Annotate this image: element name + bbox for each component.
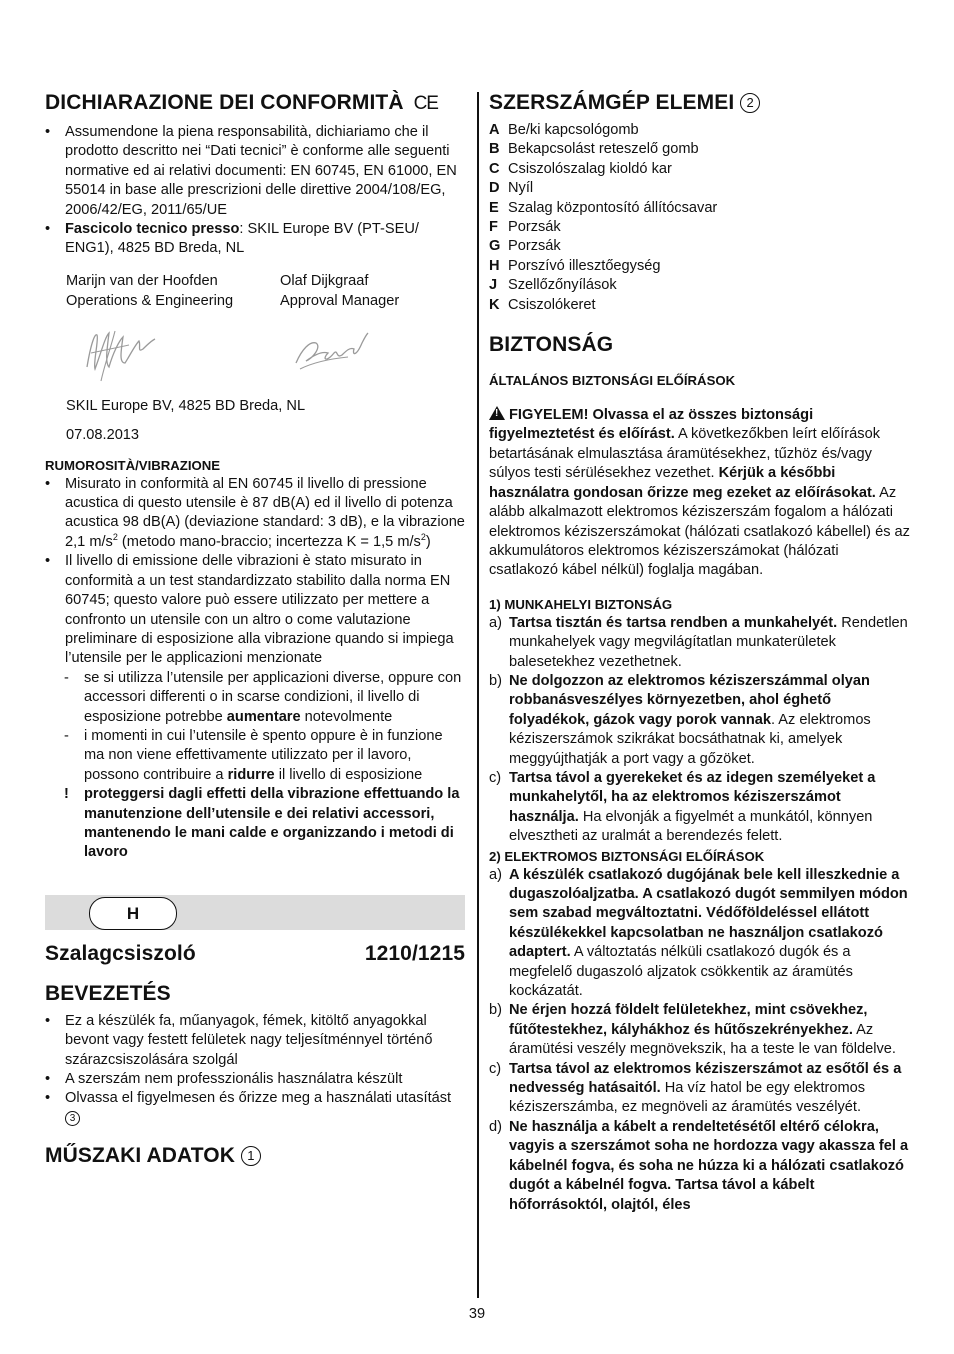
intro-purpose: • Ez a készülék fa, műanyagok, fémek, kitöltő anyagokkal bevont vagy festett felületek nagy teljesítménnyel történő szárazcsiszolására szolgál xyxy=(45,1012,465,1070)
part-item: D Nyíl xyxy=(489,180,534,197)
warning-icon: ! xyxy=(489,406,505,420)
signatories xyxy=(45,271,465,311)
column-divider xyxy=(477,92,479,1298)
language-code-badge: H xyxy=(89,897,177,930)
declaration-date: 07.08.2013 xyxy=(66,427,140,444)
signature-1 xyxy=(81,323,161,383)
left-column xyxy=(45,88,465,1168)
signer1-role: Operations & Engineering xyxy=(66,292,234,309)
page-number: 39 xyxy=(468,1306,486,1322)
signer1-name: Marijn van der Hoofden xyxy=(66,272,218,289)
work-area-heading: 1) MUNKAHELYI BIZTONSÁG xyxy=(489,596,673,612)
signatures xyxy=(45,317,465,393)
part-item: F Porzsák xyxy=(489,219,561,236)
intro-not-professional: • A szerszám nem professzionális használatra készült xyxy=(45,1070,465,1089)
dash-item-reduce: - i momenti in cui l’utensile è spento oppure è in funzione ma non viene effettivamente utilizzato per il lavoro, possono contribuire a ridurre il livello di esposizione xyxy=(64,727,443,783)
dash-item-increase: - se si utilizza l’utensile per applicazioni diverse, oppure con accessori differenti o in scarse condizioni, il livello di esposizione potrebbe aumentare notevolmente xyxy=(64,669,462,725)
signer2-name: Olaf Dijkgraaf xyxy=(280,272,369,289)
vibration-measurement: • Il livello di emissione delle vibrazioni è stato misurato in conformità a un test standardizzato stabilito dalla norma EN 60745; questo valore può essere utilizzato per mettere a confronto un utensile con un altro o come valutazione preliminare di esposizione alla vibrazione quando si impiega l’utensile per le applicazioni menzionate xyxy=(45,552,465,668)
noise-measurement: • Misurato in conformità al EN 60745 il livello di pressione acustica di questo utensile è 87 dB(A) ed il livello di potenza acustica 98 dB(A) (deviazione standard: 3 dB), e la vibrazione 2,1 $m/s^2$ (metodo mano-braccio; incertezza K = 1,5 $m/s^2$) xyxy=(45,475,465,553)
elec-rule-c: c) Tartsa távol az elektromos kéziszerszámot az esőtől és a nedvesség hatásaitól. Ha víz hatol be egy elektromos kéziszerszámba, ez megnöveli az áramütés veszélyét. xyxy=(489,1060,902,1116)
ce-mark: CE xyxy=(413,93,438,114)
safety-title: BIZTONSÁG xyxy=(489,333,614,357)
technical-file-location: • Fascicolo tecnico presso: SKIL Europe BV (PT-SEU/ ENG1), 4825 BD Breda, NL xyxy=(45,220,465,259)
product-header xyxy=(45,942,465,966)
company-address: SKIL Europe BV, 4825 BD Breda, NL xyxy=(66,397,306,414)
vibration-protection-note: ! proteggersi dagli effetti della vibrazione effettuando la manutenzione dell’utensile e dei relativi accessori, mantenendo le mani calde e organizzando i metodi di lavoro xyxy=(64,786,460,861)
part-item: J Szellőzőnyílások xyxy=(489,277,617,294)
general-safety-heading: ÁLTALÁNOS BIZTONSÁGI ELŐÍRÁSOK xyxy=(489,373,736,389)
part-item: B Bekapcsolást reteszelő gomb xyxy=(489,141,699,158)
noise-heading: RUMOROSITÀ/VIBRAZIONE xyxy=(45,457,221,473)
work-rule-a: a) Tartsa tisztán és tartsa rendben a munkahelyét. Rendetlen munkahelyek vagy megvilágítatlan munkaterületek balesetekhez vezethetnek. xyxy=(489,614,908,670)
elec-rule-b: b) Ne érjen hozzá földelt felületekhez, mint csövekhez, fűtőtestekhez, kályhákhoz és hűtőszekrényekhez. Az áramütési veszély megnövekszik, ha a teste le van földelve. xyxy=(489,1002,896,1058)
signature-2 xyxy=(292,329,372,373)
work-rule-c: c) Tartsa távol a gyerekeket és az idegen személyeket a munkahelytől, ha az elektromos kéziszerszámot használja. Ha elvonják a figyelmét a munkától, könnyen elvesztheti az uralmát a berendezés felett. xyxy=(489,769,876,845)
language-bar xyxy=(45,895,465,930)
tech-data-title: MŰSZAKI ADATOK 1 xyxy=(45,1144,465,1168)
part-item: E Szalag központosító állítócsavar xyxy=(489,199,718,216)
part-item: K Csiszolókeret xyxy=(489,296,596,313)
signer2-role: Approval Manager xyxy=(280,292,400,309)
parts-title: SZERSZÁMGÉP ELEMEI 2 xyxy=(489,91,911,115)
figure-ref-3: 3 xyxy=(65,1111,80,1126)
product-model: 1210/1215 xyxy=(364,941,465,965)
conformity-title: DICHIARAZIONE DEI CONFORMITÀ CE xyxy=(45,91,438,114)
parts-list xyxy=(489,121,911,315)
elec-rule-a: a) A készülék csatlakozó dugójának bele kell illeszkednie a dugaszolóaljzatba. A csatlakozó dugót semmilyen módon sem szabad megváltoztatni. Védőföldeléssel ellátott készülékekkel kapcsolatban ne használjon csatlakozó adaptert. A változtatás nélküli csatlakozó dugók és a megfelelő dugaszoló aljzatok csökkentik az áramütés kockázatát. xyxy=(489,866,908,1000)
figure-ref-1: 1 xyxy=(241,1146,261,1166)
product-name: Szalagcsiszoló xyxy=(45,941,196,965)
right-column xyxy=(489,88,911,1215)
figure-ref-2: 2 xyxy=(740,93,760,113)
general-warning: ! FIGYELEM! Olvassa el az összes biztonsági figyelmeztetést és előírást. A következőkben leírt előírások betartásának elmulasztása áramütésekhez, tűzhöz és/vagy súlyos testi sérülésekhez vezethet. Kérjük a későbbi használatra gondosan őrizze meg ezeket az előírásokat. Az alább alkalmazott elektromos kéziszerszám fogalom a hálózati elektromos kéziszerszámokat (hálózati csatlakozó kábellel) és az akkumulátoros elektromos kéziszerszámokat (hálózati csatlakozó kábel nélkül) foglalja magában. xyxy=(489,407,910,579)
part-item: C Csiszolószalag kioldó kar xyxy=(489,160,672,177)
intro-title: BEVEZETÉS xyxy=(45,981,171,1005)
intro-read-manual: • Olvassa el figyelmesen és őrizze meg a használati utasítást 3 xyxy=(45,1089,465,1128)
part-item: G Porzsák xyxy=(489,238,561,255)
work-rule-b: b) Ne dolgozzon az elektromos kéziszerszámmal olyan robbanásveszélyes környezetben, ahol éghető folyadékok, gázok vagy porok vannak. Az elektromos kéziszerszámok szikrákat bocsáthatnak ki, amelyek meggyújthatják a port vagy a gőzöket. xyxy=(489,672,871,767)
elec-rule-d: d) Ne használja a kábelt a rendeltetésétől eltérő célokra, vagyis a szerszámot soha ne hordozza vagy akassza fel a kábelnél fogva, és soha ne húzza ki a hálózati csatlakozó dugót a kábelnél fogva. Tartsa távol a kábelt hőforrásoktól, olajtól, éles xyxy=(489,1118,909,1213)
electrical-safety-heading: 2) ELEKTROMOS BIZTONSÁGI ELŐÍRÁSOK xyxy=(489,848,765,864)
part-item: A Be/ki kapcsológomb xyxy=(489,122,639,138)
part-item: H Porszívó illesztőegység xyxy=(489,257,661,274)
conformity-statement: • Assumendone la piena responsabilità, dichiariamo che il prodotto descritto nei “Dati tecnici” è conforme alle seguenti normative ed ai relativi documenti: EN 60745, EN 61000, EN 55014 in base alle prescrizioni delle direttive 2004/108/EG, 2006/42/EG, 2011/65/UE xyxy=(45,123,465,220)
